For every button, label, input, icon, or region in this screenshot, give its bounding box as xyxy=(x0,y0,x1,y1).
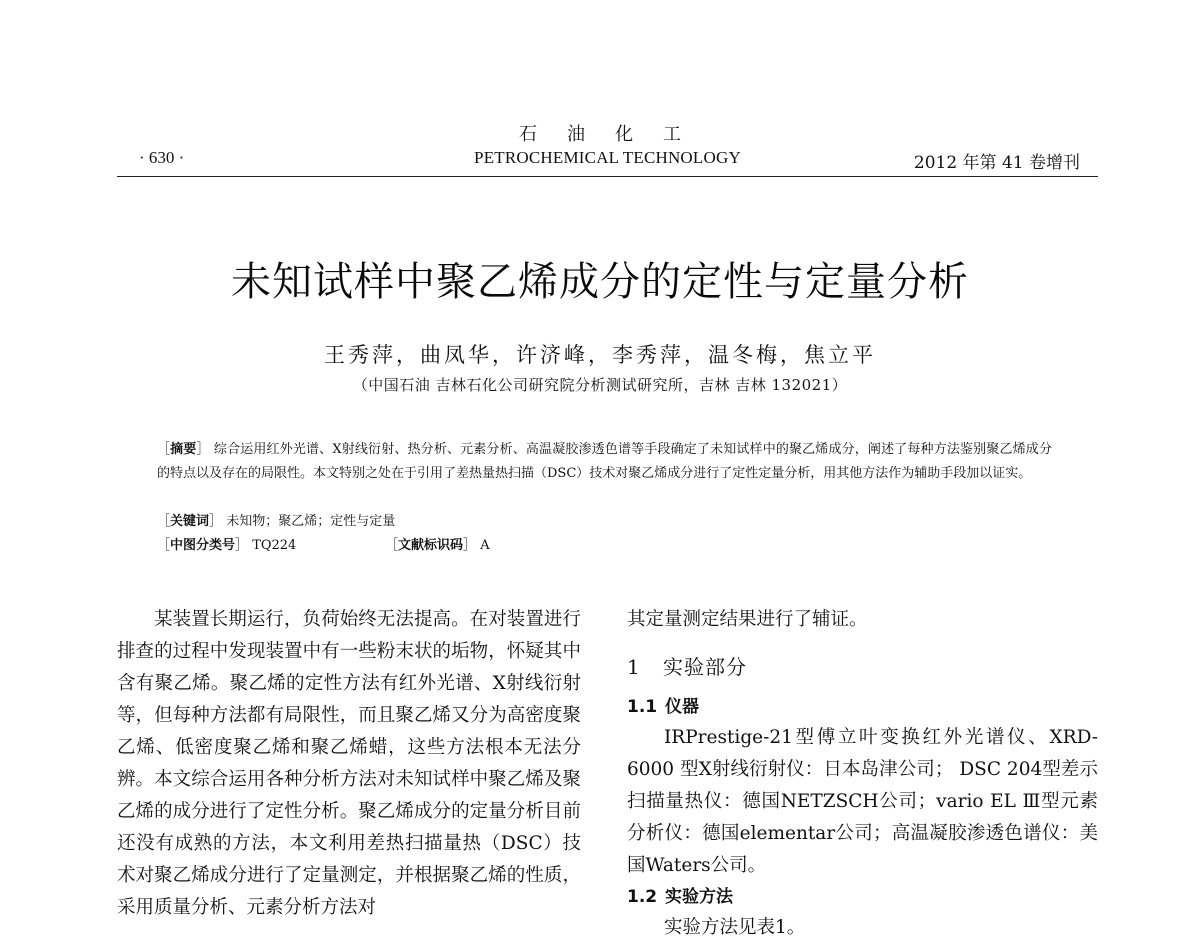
article-title: 未知试样中聚乙烯成分的定性与定量分析 xyxy=(231,259,969,305)
abstract-label: 摘要 xyxy=(170,442,197,457)
page-number: · 630 · xyxy=(139,148,185,167)
author-list: 王秀萍，曲凤华，许济峰，李秀萍，温冬梅，焦立平 xyxy=(324,343,876,367)
classification-label: 中图分类号 xyxy=(170,538,236,553)
intro-paragraph: 某装置长期运行，负荷始终无法提高。在对装置进行排查的过程中发现装置中有一些粉末状的垢物，怀疑其中含有聚乙烯。聚乙烯的定性方法有红外光谱、X射线衍射等，但每种方法都有局限性，而且聚乙烯又分为高密度聚乙烯、低密度聚乙烯和聚乙烯蜡，这些方法根本无法分辨。本文综合运用各种分析方法对未知试样中聚乙烯及聚乙烯的成分进行了定性分析。聚乙烯成分的定量分析目前还没有成熟的方法，本文利用差热扫描量热（DSC）技术对聚乙烯成分进行了定量测定，并根据聚乙烯的性质，采用质量分析、元素分析方法对 xyxy=(117,609,581,918)
document-code: ［文献标识码］ A xyxy=(385,538,490,553)
classification-value: TQ224 xyxy=(252,538,297,553)
subsection-heading-1-1 xyxy=(627,692,1098,722)
running-header xyxy=(117,148,1098,172)
subsection-1-2-title: 实验方法 xyxy=(665,887,733,907)
intro-continuation: 其定量测定结果进行了辅证。 xyxy=(627,609,868,630)
document-code-value: A xyxy=(480,538,490,553)
abstract-text: 综合运用红外光谱、X射线衍射、热分析、元素分析、高温凝胶渗透色谱等手段确定了未知试样中的聚乙烯成分，阐述了每种方法鉴别聚乙烯成分的特点以及存在的局限性。本文特别之处在于引用了差热量热扫描（DSC）技术对聚乙烯成分进行了定性定量分析，用其他方法作为辅助手段加以证实。 xyxy=(157,442,1052,481)
volume-info: 2012 年第 41 卷增刊 xyxy=(913,153,1080,173)
method-paragraph: 实验方法见表1。 xyxy=(664,917,806,938)
body-left-column xyxy=(117,604,581,924)
journal-name-chinese: 石油化工 xyxy=(519,124,711,145)
abstract: ［摘要］ 综合运用红外光谱、X射线衍射、热分析、元素分析、高温凝胶渗透色谱等手段确定了未知试样中的聚乙烯成分，阐述了每种方法鉴别聚乙烯成分的特点以及存在的局限性。本文特别之处在于引用了差热量热扫描（DSC）技术对聚乙烯成分进行了定性定量分析，用其他方法作为辅助手段加以证实。 xyxy=(157,442,1052,481)
keywords: ［关键词］ 未知物；聚乙烯；定性与定量 xyxy=(157,514,396,529)
section-1-number: 1 xyxy=(627,655,641,679)
affiliation: （中国石油 吉林石化公司研究院分析测试研究所，吉林 吉林 132021） xyxy=(352,376,848,394)
subsection-1-2-number: 1.2 xyxy=(627,887,658,907)
header-rule xyxy=(117,176,1098,177)
body-right-column xyxy=(627,604,1098,944)
subsection-1-1-number: 1.1 xyxy=(627,697,658,717)
subsection-1-1-title: 仪器 xyxy=(665,697,699,717)
document-code-label: 文献标识码 xyxy=(398,538,464,553)
journal-name-english: PETROCHEMICAL TECHNOLOGY xyxy=(474,148,741,167)
keywords-text: 未知物；聚乙烯；定性与定量 xyxy=(226,514,396,529)
classification-row: ［中图分类号］ TQ224 ［文献标识码］ A xyxy=(157,534,857,558)
subsection-heading-1-2 xyxy=(627,882,1098,912)
keywords-label: 关键词 xyxy=(170,514,210,529)
section-1-title: 实验部分 xyxy=(663,655,747,679)
section-heading-1 xyxy=(627,651,1098,683)
instruments-paragraph: IRPrestige-21型傅立叶变换红外光谱仪、XRD-6000 型X射线衍射仪：日本岛津公司； DSC 204型差示扫描量热仪：德国NETZSCH公司；vario EL Ⅲ型元素分析仪：德国elementar公司；高温凝胶渗透色谱仪：美国Waters公司。 xyxy=(627,727,1098,876)
